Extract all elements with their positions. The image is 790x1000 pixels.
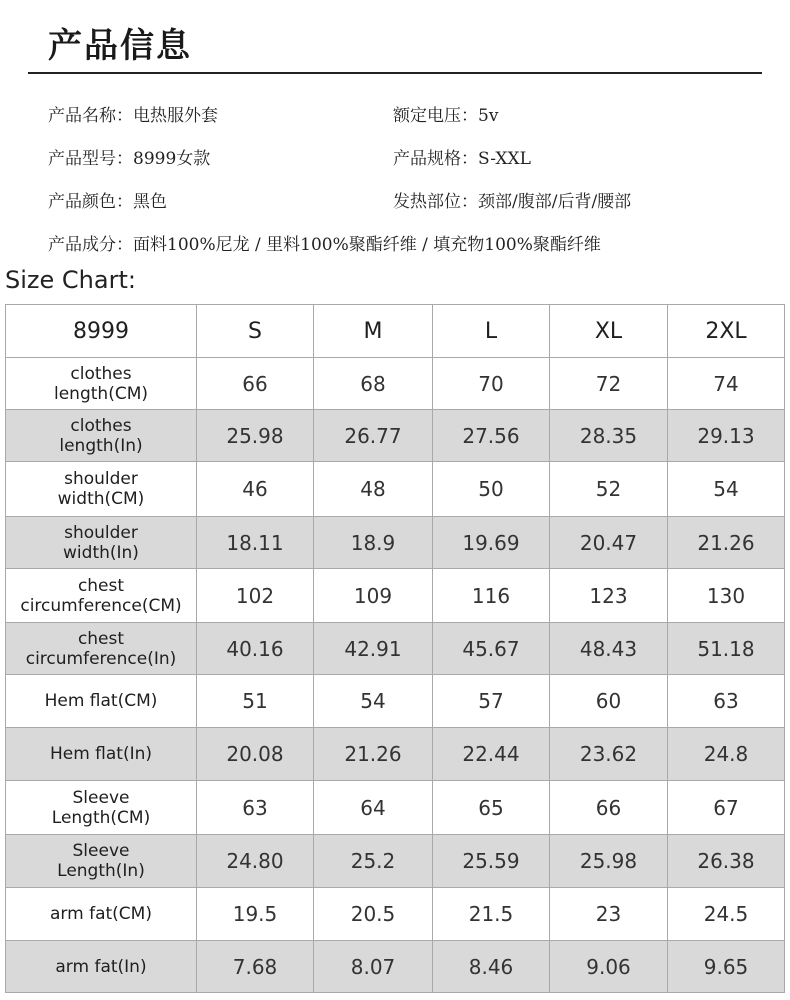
table-row (6, 675, 785, 728)
title-divider (28, 72, 762, 74)
rated-voltage: 额定电压：5v (393, 106, 499, 126)
row-label (6, 569, 197, 623)
table-cell: 23 (550, 888, 668, 941)
row-label (6, 781, 197, 835)
size-chart-table (5, 304, 785, 993)
table-cell: 130 (668, 569, 785, 623)
header-cell: L (433, 305, 550, 358)
table-cell: 25.98 (197, 410, 314, 462)
table-cell: 18.9 (314, 517, 433, 569)
row-label-line: length(CM) (54, 383, 148, 404)
table-cell: 123 (550, 569, 668, 623)
table-cell: 46 (197, 462, 314, 517)
row-label (6, 675, 197, 728)
table-cell: 8.46 (433, 941, 550, 993)
table-cell: 19.5 (197, 888, 314, 941)
table-cell: 25.2 (314, 835, 433, 888)
table-cell: 8.07 (314, 941, 433, 993)
header-cell: 2XL (668, 305, 785, 358)
row-label-line: chest (77, 575, 125, 596)
table-cell: 7.68 (197, 941, 314, 993)
row-label (6, 358, 197, 410)
table-cell: 25.98 (550, 835, 668, 888)
table-cell: 19.69 (433, 517, 550, 569)
table-row (6, 941, 785, 993)
table-cell: 29.13 (668, 410, 785, 462)
table-cell: 24.5 (668, 888, 785, 941)
table-cell: 23.62 (550, 728, 668, 781)
row-label-line: clothes (70, 363, 132, 384)
size-chart-title: Size Chart: (5, 266, 136, 294)
table-cell: 66 (550, 781, 668, 835)
row-label-line: Length(CM) (51, 807, 151, 828)
row-label-line: length(In) (59, 435, 143, 456)
product-name: 产品名称：电热服外套 (48, 106, 218, 126)
table-cell: 54 (314, 675, 433, 728)
row-label-line: Length(In) (57, 861, 145, 881)
table-cell: 48 (314, 462, 433, 517)
row-label-line: circumference(CM) (20, 595, 182, 616)
row-label-line: width(CM) (57, 489, 145, 509)
product-material: 产品成分：面料100%尼龙 / 里料100%聚酯纤维 / 填充物100%聚酯纤维 (48, 235, 601, 255)
table-cell: 67 (668, 781, 785, 835)
table-cell: 42.91 (314, 623, 433, 675)
table-cell: 9.65 (668, 941, 785, 993)
row-label-line: circumference(In) (25, 648, 177, 669)
table-cell: 60 (550, 675, 668, 728)
table-cell: 74 (668, 358, 785, 410)
row-label-line: clothes (70, 415, 132, 436)
table-cell: 22.44 (433, 728, 550, 781)
table-cell: 66 (197, 358, 314, 410)
table-cell: 51.18 (668, 623, 785, 675)
table-cell: 26.38 (668, 835, 785, 888)
table-cell: 72 (550, 358, 668, 410)
row-label-line: shoulder (64, 469, 138, 489)
table-row (6, 569, 785, 623)
heat-zones: 发热部位：颈部/腹部/后背/腰部 (393, 192, 632, 212)
row-label (6, 835, 197, 888)
table-cell: 21.26 (314, 728, 433, 781)
row-label (6, 462, 197, 517)
table-cell: 70 (433, 358, 550, 410)
row-label-line: Sleeve (72, 787, 130, 808)
table-cell: 50 (433, 462, 550, 517)
row-label-line: arm fat(CM) (50, 904, 152, 924)
table-cell: 63 (668, 675, 785, 728)
table-cell: 102 (197, 569, 314, 623)
row-label-line: Sleeve (72, 841, 130, 861)
table-cell: 45.67 (433, 623, 550, 675)
header-cell: XL (550, 305, 668, 358)
product-spec: 产品规格：S-XXL (393, 149, 531, 169)
row-label-line: shoulder (64, 522, 138, 543)
table-cell: 18.11 (197, 517, 314, 569)
table-cell: 24.8 (668, 728, 785, 781)
page-title: 产品信息 (48, 26, 192, 66)
row-label-line: arm fat(In) (55, 956, 147, 977)
header-cell: 8999 (6, 305, 197, 358)
table-cell: 57 (433, 675, 550, 728)
table-row (6, 728, 785, 781)
table-cell: 65 (433, 781, 550, 835)
table-cell: 64 (314, 781, 433, 835)
header-cell: S (197, 305, 314, 358)
table-cell: 26.77 (314, 410, 433, 462)
header-cell: M (314, 305, 433, 358)
table-cell: 63 (197, 781, 314, 835)
table-row (6, 517, 785, 569)
table-cell: 54 (668, 462, 785, 517)
row-label-line: width(In) (63, 542, 139, 563)
table-cell: 116 (433, 569, 550, 623)
table-row (6, 623, 785, 675)
table-row (6, 835, 785, 888)
row-label (6, 728, 197, 781)
table-cell: 52 (550, 462, 668, 517)
table-cell: 28.35 (550, 410, 668, 462)
table-cell: 40.16 (197, 623, 314, 675)
table-cell: 21.5 (433, 888, 550, 941)
table-cell: 20.47 (550, 517, 668, 569)
table-cell: 20.5 (314, 888, 433, 941)
product-model: 产品型号：8999女款 (48, 149, 211, 169)
row-label-line: chest (77, 628, 125, 649)
table-cell: 48.43 (550, 623, 668, 675)
table-cell: 9.06 (550, 941, 668, 993)
table-cell: 20.08 (197, 728, 314, 781)
table-row (6, 462, 785, 517)
table-header-row (6, 305, 785, 358)
table-row (6, 781, 785, 835)
row-label (6, 941, 197, 993)
table-cell: 21.26 (668, 517, 785, 569)
row-label (6, 517, 197, 569)
table-cell: 109 (314, 569, 433, 623)
row-label (6, 623, 197, 675)
row-label (6, 888, 197, 941)
table-cell: 27.56 (433, 410, 550, 462)
table-cell: 24.80 (197, 835, 314, 888)
row-label-line: Hem flat(In) (49, 744, 153, 764)
row-label (6, 410, 197, 462)
table-cell: 25.59 (433, 835, 550, 888)
product-color: 产品颜色：黑色 (48, 192, 167, 212)
table-row (6, 888, 785, 941)
table-row (6, 410, 785, 462)
table-cell: 51 (197, 675, 314, 728)
row-label-line: Hem flat(CM) (44, 691, 158, 711)
table-cell: 68 (314, 358, 433, 410)
table-row (6, 358, 785, 410)
